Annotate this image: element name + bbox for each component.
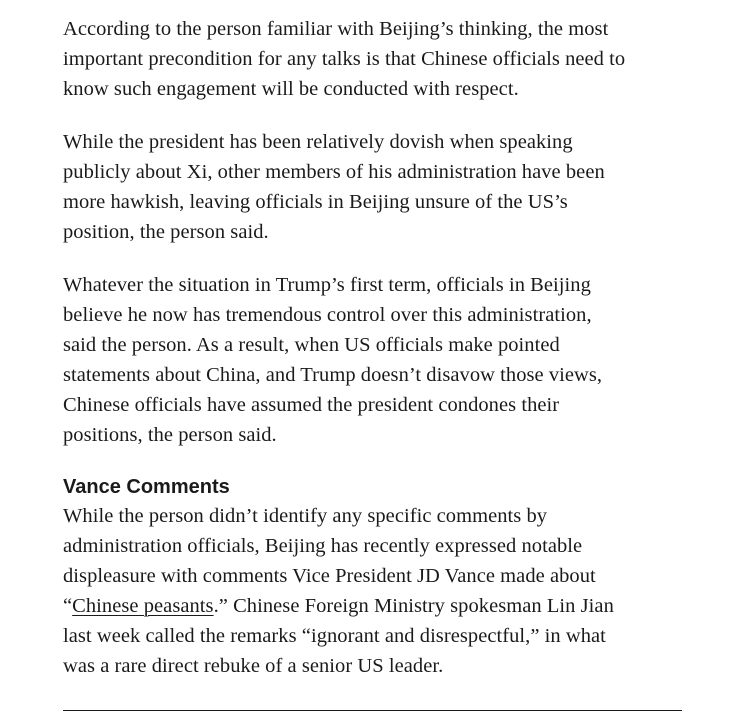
text-line: position, the person said. (63, 221, 269, 243)
text-line: According to the person familiar with Beijing’s thinking, the most (63, 18, 609, 40)
paragraph-vance-comments (63, 501, 703, 681)
text-line: While the president has been relatively dovish when speaking (63, 131, 573, 153)
text-line: administration officials, Beijing has recently expressed notable (63, 535, 583, 557)
section-divider (63, 710, 682, 711)
paragraph-precondition (63, 14, 703, 104)
text-line: positions, the person said. (63, 424, 277, 446)
text-line: Whatever the situation in Trump’s first term, officials in Beijing (63, 274, 591, 296)
text-line: last week called the remarks “ignorant and disrespectful,” in what (63, 625, 606, 647)
paragraph-trump-control (63, 270, 703, 450)
section-heading: Vance Comments (63, 476, 230, 498)
text-line: was a rare direct rebuke of a senior US leader. (63, 655, 444, 677)
text-line: more hawkish, leaving officials in Beijing unsure of the US’s (63, 191, 568, 213)
text-line: While the person didn’t identify any specific comments by (63, 505, 548, 527)
text-line: said the person. As a result, when US officials make pointed (63, 334, 560, 356)
text-line-with-link (63, 591, 703, 621)
paragraph-president-dovish (63, 127, 703, 247)
article-body (63, 14, 703, 704)
chinese-peasants-link[interactable]: Chinese peasants (72, 595, 214, 617)
text-line: know such engagement will be conducted with respect. (63, 78, 519, 100)
link-trailing-text: .” Chinese Foreign Ministry spokesman Lin Jian (213, 595, 614, 617)
text-line: statements about China, and Trump doesn’t disavow those views, (63, 364, 603, 386)
text-line: Chinese officials have assumed the president condones their (63, 394, 560, 416)
text-line: displeasure with comments Vice President JD Vance made about (63, 565, 596, 587)
text-line: believe he now has tremendous control over this administration, (63, 304, 592, 326)
text-line: publicly about Xi, other members of his administration have been (63, 161, 605, 183)
open-quote: “ (63, 595, 73, 617)
text-line: important precondition for any talks is that Chinese officials need to (63, 48, 626, 70)
